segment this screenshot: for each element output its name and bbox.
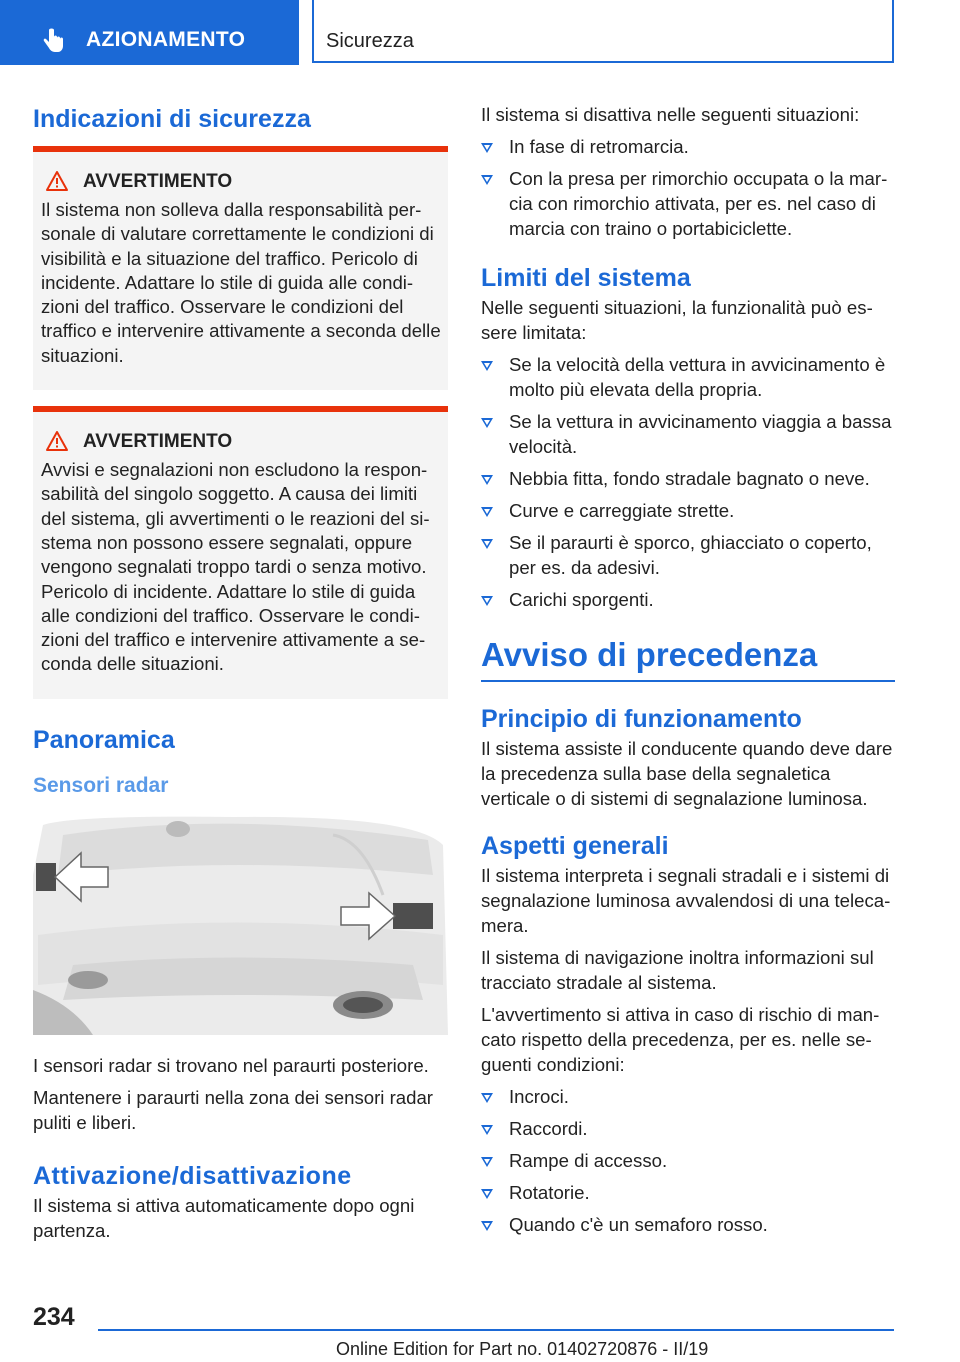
chapter-tab [312, 0, 894, 63]
footer-rule [98, 1329, 894, 1331]
safety-title: Indicazioni di sicurezza [33, 105, 311, 133]
warning-box-1 [33, 146, 448, 390]
list-item: Se il paraurti è sporco, ghiacciato o coperto, per es. da adesivi. [481, 530, 895, 580]
list-item: Rotatorie. [481, 1180, 895, 1205]
list-item: Raccordi. [481, 1116, 895, 1141]
list-item: In fase di retromarcia. [481, 134, 895, 159]
principle-title: Principio di funzionamento [481, 705, 802, 733]
title-rule [481, 680, 895, 682]
activation-text: Il sistema si attiva automaticamente dopo ogni partenza. [33, 1194, 415, 1241]
sensors-text-1: I sensori radar si trovano nel paraurti posteriore. [33, 1054, 429, 1076]
limits-title: Limiti del sistema [481, 264, 691, 292]
general-list [481, 1084, 895, 1237]
warning-text: Il sistema non solleva dalla responsabilità personale di valutare correttamente le condizioni di visibilità e la situazione del traffico. Pericolo di incidente. Adattare lo stile di guida alle condizioni del traffico. Osservare le condizioni del traffico e intervenire attivamente a seconda delle situazioni. [41, 199, 441, 366]
deactivation-list [481, 134, 895, 241]
bullet-triangle-icon [481, 1093, 493, 1103]
right-column [481, 102, 895, 1237]
limits-intro: Nelle seguenti situazioni, la funzionalità può essere limitata: [481, 297, 873, 343]
bullet-triangle-icon [481, 418, 493, 428]
page-number: 234 [33, 1303, 75, 1331]
warning-head [41, 428, 442, 454]
deactivation-intro: Il sistema si disattiva nelle seguenti situazioni: [481, 104, 860, 125]
warning-box-2 [33, 406, 448, 699]
bullet-triangle-icon [481, 1157, 493, 1167]
general-title: Aspetti generali [481, 832, 669, 860]
list-item: Se la velocità della vettura in avvicinamento è molto più elevata della propria. [481, 352, 895, 402]
sensors-text-2: Mantenere i paraurti nella zona dei sensori radar puliti e liberi. [33, 1086, 433, 1133]
left-column [33, 102, 448, 1243]
section-label: AZIONAMENTO [86, 28, 246, 51]
priority-title: Avviso di precedenza [481, 636, 818, 673]
section-tab [0, 0, 299, 65]
bullet-triangle-icon [481, 1189, 493, 1199]
bullet-triangle-icon [481, 507, 493, 517]
list-item: Con la presa per rimorchio occupata o la marcia con rimorchio attivata, per es. nel caso di marcia con traino o portabiciclette. [481, 166, 895, 241]
list-item: Curve e carreggiate strette. [481, 498, 895, 523]
activation-title: Attivazione/disattivazione [33, 1161, 352, 1190]
sensors-title: Sensori radar [33, 773, 169, 797]
bullet-triangle-icon [481, 596, 493, 606]
chapter-label: Sicurezza [326, 30, 414, 52]
bullet-triangle-icon [481, 361, 493, 371]
warning-triangle-icon [45, 430, 69, 452]
general-text-2: Il sistema di navigazione inoltra informazioni sul tracciato stradale al sistema. [481, 947, 874, 993]
overview-title: Panoramica [33, 725, 175, 754]
principle-text: Il sistema assiste il conducente quando deve dare la precedenza sulla base della segnaletica verticale o di sistemi di segnalazione luminosa. [481, 738, 893, 809]
bullet-triangle-icon [481, 143, 493, 153]
hand-pointer-icon [40, 28, 66, 54]
warning-label: AVVERTIMENTO [83, 170, 233, 192]
bullet-triangle-icon [481, 1125, 493, 1135]
warning-triangle-icon [45, 170, 69, 192]
warning-label: AVVERTIMENTO [83, 430, 233, 452]
limits-list [481, 352, 895, 612]
list-item: Incroci. [481, 1084, 895, 1109]
bullet-triangle-icon [481, 475, 493, 485]
warning-head [41, 168, 442, 194]
bullet-triangle-icon [481, 1221, 493, 1231]
list-item: Se la vettura in avvicinamento viaggia a bassa velocità. [481, 409, 895, 459]
warning-text: Avvisi e segnalazioni non escludono la responsabilità del singolo soggetto. A causa dei limiti del sistema, gli avvertimenti o le reazioni del sistema non possono essere segnalati, oppure vengono segnalati troppo tardi o senza motivo. Pericolo di incidente. Adattare lo stile di guida alle condizioni del traffico. Osservare le condizioni del traffico e intervenire attivamente a seconda delle situazioni. [41, 459, 430, 675]
list-item: Carichi sporgenti. [481, 587, 895, 612]
bullet-triangle-icon [481, 175, 493, 185]
general-text-3: L'avvertimento si attiva in caso di rischio di mancato rispetto della precedenza, per es. nelle seguenti condizioni: [481, 1004, 880, 1075]
edition-text: Online Edition for Part no. 01402720876 - II/19 [336, 1339, 709, 1359]
list-item: Rampe di accesso. [481, 1148, 895, 1173]
list-item: Nebbia fitta, fondo stradale bagnato o neve. [481, 466, 895, 491]
list-item: Quando c'è un semaforo rosso. [481, 1212, 895, 1237]
general-text-1: Il sistema interpreta i segnali stradali e i sistemi di segnalazione luminosa avvalendosi di una telecamera. [481, 865, 891, 936]
rear-bumper-radar-sensors-image [33, 815, 448, 1035]
bullet-triangle-icon [481, 539, 493, 549]
